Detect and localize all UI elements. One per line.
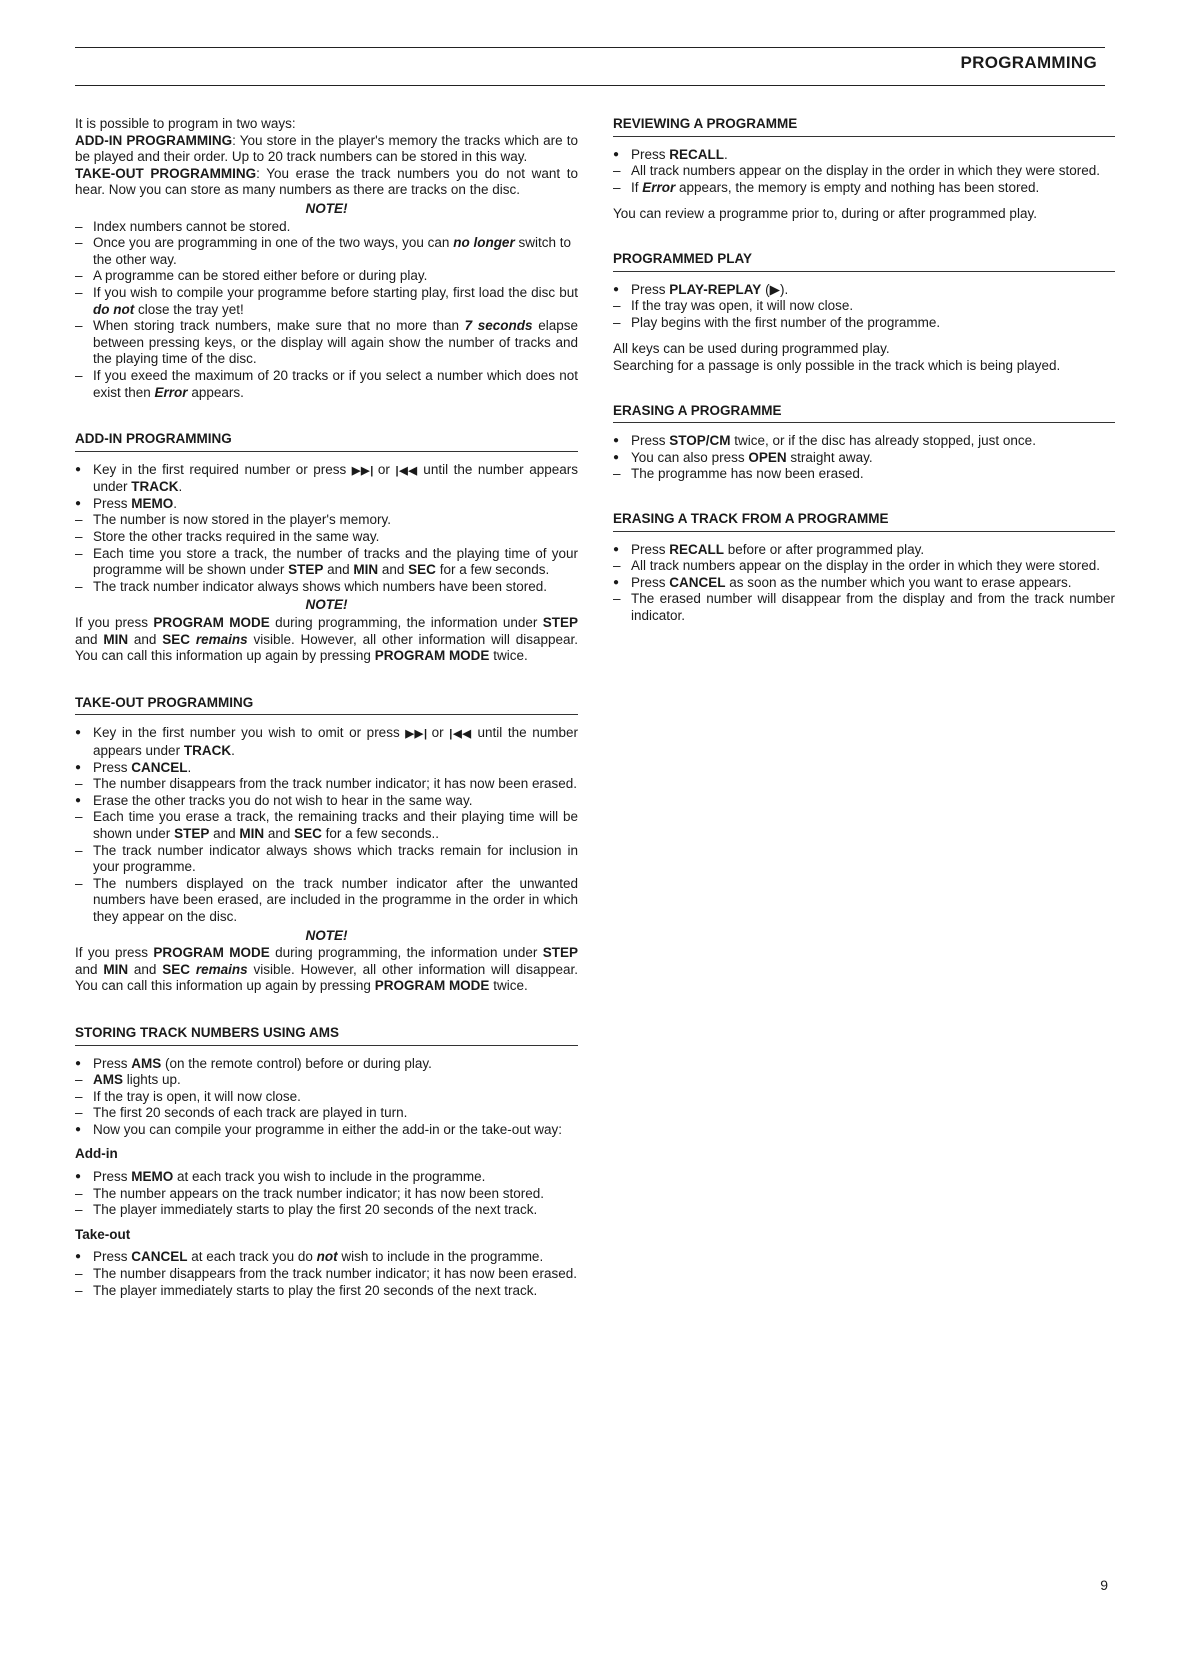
note-list <box>75 219 578 402</box>
skip-forward-icon: ▶▶| <box>351 464 373 477</box>
reviewing-text: You can review a programme prior to, during or after programmed play. <box>613 206 1037 222</box>
dash-marker: – <box>75 875 83 891</box>
bullet-marker: ● <box>75 1057 82 1069</box>
note-heading: NOTE! <box>305 200 348 216</box>
list-item: – If Error appears, the memory is empty and nothing has been stored. <box>613 179 1040 195</box>
list-item: ● Press STOP/CM twice, or if the disc has already stopped, just once. <box>613 433 1036 449</box>
addin-section <box>75 431 578 665</box>
dash-marker: – <box>75 529 83 545</box>
takeout-definition: TAKE-OUT PROGRAMMING: You erase the track numbers you do not want to hear. Now you can store as many numbers as there are tracks on the disc. <box>75 165 578 198</box>
dash-marker: – <box>75 512 83 528</box>
dash-marker: – <box>75 284 83 300</box>
bullet-marker: ● <box>613 576 620 588</box>
programmed-play-section <box>613 251 1115 375</box>
list-item: ● Press RECALL. <box>613 146 728 162</box>
list-item: ● You can also press OPEN straight away. <box>613 449 873 465</box>
list-item: – Once you are programming in one of the two ways, you can no longer switch to the other way. <box>75 235 571 267</box>
list-item: – If the tray is open, it will now close. <box>75 1088 301 1104</box>
takeout-subheading: Take-out <box>75 1226 131 1242</box>
takeout-note-text: If you press PROGRAM MODE during programming, the information under STEP and MIN and SEC remains visible. However, all other information will disappear. You can call this information up again by pressing PROGRAM MODE twice. <box>75 945 579 994</box>
dash-marker: – <box>613 298 621 314</box>
list-item: – All track numbers appear on the display in the order in which they were stored. <box>613 163 1100 179</box>
dash-marker: – <box>75 1185 83 1201</box>
dash-marker: – <box>75 1266 83 1282</box>
bullet-marker: ● <box>613 543 620 555</box>
list-item: – The programme has now been erased. <box>613 466 864 482</box>
list-item: – The erased number will disappear from the display and from the track number indicator. <box>613 591 1115 623</box>
note-heading: NOTE! <box>305 597 348 613</box>
bullet-marker: ● <box>75 761 82 773</box>
programmed-play-text-2: Searching for a passage is only possible in the track which is being played. <box>613 357 1061 373</box>
list-item: – Index numbers cannot be stored. <box>75 218 291 234</box>
list-item: ● Key in the first required number or press ▶▶| or |◀◀ until the number appears under TRACK. <box>75 461 578 495</box>
page-title: PROGRAMMING <box>960 53 1097 72</box>
skip-forward-icon: ▶▶| <box>405 728 427 741</box>
intro-section <box>75 116 578 401</box>
play-icon: ▶ <box>769 281 780 297</box>
list-item: – The player immediately starts to play the first 20 seconds of the next track. <box>75 1202 538 1218</box>
erasing-heading: ERASING A PROGRAMME <box>613 403 1115 424</box>
dash-marker: – <box>75 545 83 561</box>
list-item: ● Press PLAY-REPLAY (▶). <box>613 281 789 297</box>
list-item: – Play begins with the first number of the programme. <box>613 314 941 330</box>
right-column <box>613 116 1115 624</box>
dash-marker: – <box>75 578 83 594</box>
list-item: – The numbers displayed on the track number indicator after the unwanted numbers have been erased, are included in the programme in the order in which they appear on the disc. <box>75 875 578 924</box>
programmed-play-heading: PROGRAMMED PLAY <box>613 251 1115 272</box>
bullet-marker: ● <box>75 1123 82 1135</box>
reviewing-list <box>613 147 1115 197</box>
list-item: ● Key in the first number you wish to omit or press ▶▶| or |◀◀ until the number appears under TRACK. <box>75 725 578 758</box>
list-item: ● Press AMS (on the remote control) before or during play. <box>75 1055 432 1071</box>
erasing-track-heading: ERASING A TRACK FROM A PROGRAMME <box>613 511 1115 532</box>
list-item: – AMS lights up. <box>75 1072 181 1088</box>
dash-marker: – <box>75 1088 83 1104</box>
addin-list <box>75 462 578 596</box>
list-item: ● Press CANCEL at each track you do not wish to include in the programme. <box>75 1249 544 1265</box>
bullet-marker: ● <box>75 497 82 509</box>
note-heading: NOTE! <box>305 927 348 943</box>
dash-marker: – <box>75 776 83 792</box>
dash-marker: – <box>75 842 83 858</box>
ams-takeout-list <box>75 1249 578 1299</box>
reviewing-heading: REVIEWING A PROGRAMME <box>613 116 1115 137</box>
dash-marker: – <box>75 1202 83 1218</box>
dash-marker: – <box>613 591 621 607</box>
list-item: – When storing track numbers, make sure that no more than 7 seconds elapse between pressing keys, or the display will again show the number of tracks and the playing time of the disc. <box>75 318 578 367</box>
erasing-list <box>613 433 1115 483</box>
list-item: ● Press CANCEL. <box>75 759 192 775</box>
erasing-track-list <box>613 542 1115 625</box>
reviewing-section <box>613 116 1115 223</box>
list-item: – The track number indicator always shows which tracks remain for inclusion in your programme. <box>75 842 578 875</box>
list-item: – The player immediately starts to play the first 20 seconds of the next track. <box>75 1282 538 1298</box>
bullet-marker: ● <box>75 1251 82 1263</box>
list-item: – Each time you store a track, the number of tracks and the playing time of your programme will be shown under STEP and MIN and SEC for a few seconds. <box>75 545 578 578</box>
left-column <box>75 116 578 1299</box>
bullet-marker: ● <box>613 283 620 295</box>
list-item: ● Press RECALL before or after programmed play. <box>613 541 925 557</box>
list-item: – The number disappears from the track number indicator; it has now been erased. <box>75 1266 578 1282</box>
dash-marker: – <box>75 235 83 251</box>
bullet-marker: ● <box>75 794 82 806</box>
dash-marker: – <box>75 1072 83 1088</box>
dash-marker: – <box>613 558 621 574</box>
list-item: ● Press CANCEL as soon as the number which you want to erase appears. <box>613 574 1072 590</box>
top-rule <box>75 47 1105 48</box>
list-item: – The number is now stored in the player's memory. <box>75 512 391 528</box>
erasing-track-section <box>613 511 1115 625</box>
list-item: – Each time you erase a track, the remaining tracks and their playing time will be shown under STEP and MIN and SEC for a few seconds.. <box>75 809 578 841</box>
erasing-section <box>613 403 1115 483</box>
programmed-play-text: All keys can be used during programmed play. <box>613 341 890 357</box>
bullet-marker: ● <box>613 148 620 160</box>
dash-marker: – <box>75 367 83 383</box>
list-item: – If the tray was open, it will now close. <box>613 298 854 314</box>
list-item: – The first 20 seconds of each track are played in turn. <box>75 1105 408 1121</box>
skip-back-icon: |◀◀ <box>449 728 472 741</box>
list-item: ● Press MEMO at each track you wish to include in the programme. <box>75 1169 486 1185</box>
bullet-marker: ● <box>75 1171 82 1183</box>
ams-list <box>75 1056 578 1139</box>
dash-marker: – <box>75 1105 83 1121</box>
dash-marker: – <box>613 179 621 195</box>
takeout-list <box>75 725 578 925</box>
list-item: ● Press MEMO. <box>75 495 178 511</box>
list-item: – The number disappears from the track number indicator; it has now been erased. <box>75 776 578 792</box>
dash-marker: – <box>75 318 83 334</box>
ams-addin-list <box>75 1169 578 1219</box>
dash-marker: – <box>613 314 621 330</box>
ams-section <box>75 1025 578 1299</box>
dash-marker: – <box>75 1282 83 1298</box>
takeout-section <box>75 695 578 995</box>
list-item: – The track number indicator always shows which numbers have been stored. <box>75 578 547 594</box>
header-bottom-rule <box>75 85 1105 86</box>
addin-heading: ADD-IN PROGRAMMING <box>75 431 578 452</box>
skip-back-icon: |◀◀ <box>395 464 418 477</box>
page-number: 9 <box>1100 1577 1108 1593</box>
list-item: ● Erase the other tracks you do not wish to hear in the same way. <box>75 792 473 808</box>
addin-subheading: Add-in <box>75 1146 118 1162</box>
takeout-heading: TAKE-OUT PROGRAMMING <box>75 695 578 716</box>
list-item: ● Now you can compile your programme in either the add-in or the take-out way: <box>75 1121 562 1137</box>
list-item: – If you wish to compile your programme before starting play, first load the disc but do not close the tray yet! <box>75 284 578 317</box>
dash-marker: – <box>75 268 83 284</box>
dash-marker: – <box>613 163 621 179</box>
list-item: – A programme can be stored either before or during play. <box>75 268 428 284</box>
intro-line: It is possible to program in two ways: <box>75 116 296 131</box>
dash-marker: – <box>75 809 83 825</box>
addin-definition: ADD-IN PROGRAMMING: You store in the player's memory the tracks which are to be played and their order. Up to 20 track numbers can be stored in this way. <box>75 132 578 165</box>
list-item: – The number appears on the track number indicator; it has now been stored. <box>75 1185 545 1201</box>
bullet-marker: ● <box>75 463 82 475</box>
dash-marker: – <box>613 466 621 482</box>
ams-heading: STORING TRACK NUMBERS USING AMS <box>75 1025 578 1046</box>
list-item: – If you exeed the maximum of 20 tracks or if you select a number which does not exist then Error appears. <box>75 367 578 400</box>
bullet-marker: ● <box>75 727 82 739</box>
bullet-marker: ● <box>613 435 620 447</box>
dash-marker: – <box>75 218 83 234</box>
bullet-marker: ● <box>613 451 620 463</box>
list-item: – All track numbers appear on the display in the order in which they were stored. <box>613 558 1100 574</box>
addin-note-text: If you press PROGRAM MODE during programming, the information under STEP and MIN and SEC remains visible. However, all other information will disappear. You can call this information up again by pressing PROGRAM MODE twice. <box>75 615 579 664</box>
programmed-play-list <box>613 282 1115 332</box>
list-item: – Store the other tracks required in the same way. <box>75 529 380 545</box>
